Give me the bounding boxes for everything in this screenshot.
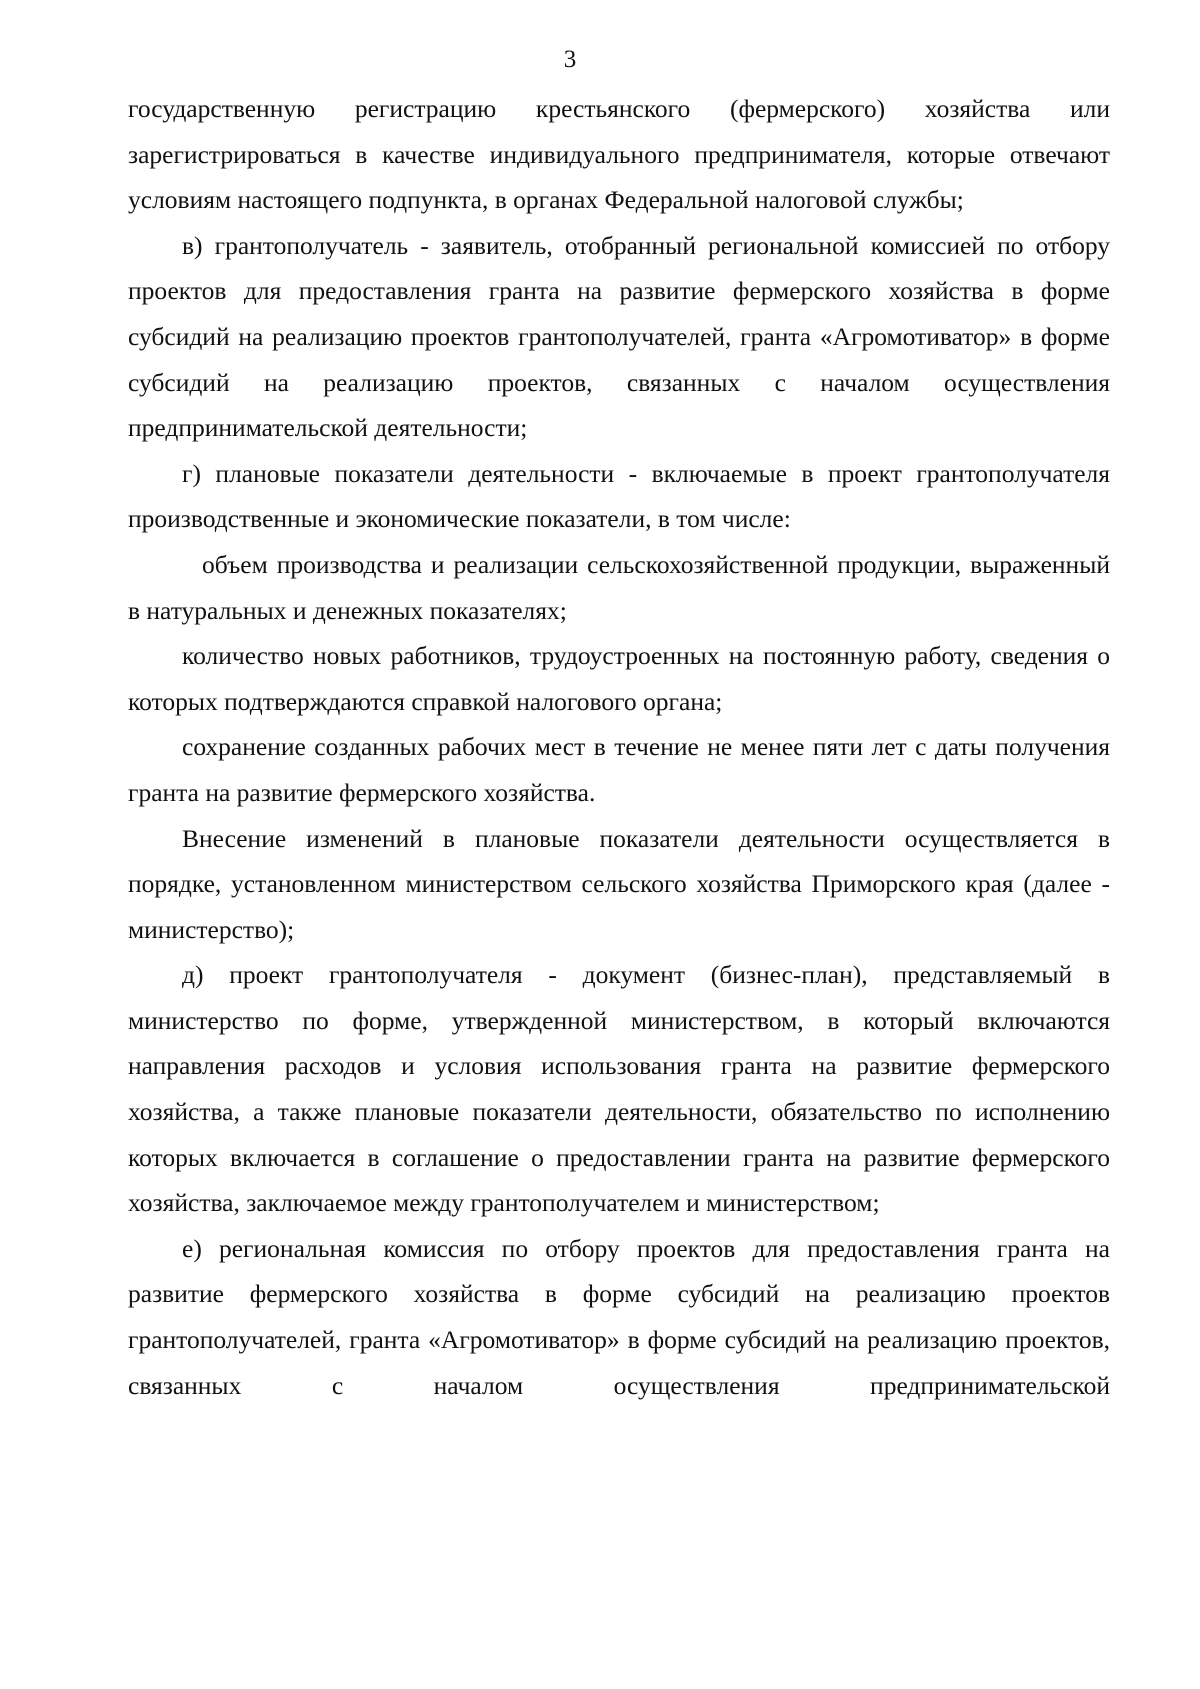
paragraph-item-e: е) региональная комиссия по отбору проектов для предоставления гранта на развитие фермерского хозяйства в форме субсидий на реализацию проектов грантополучателей, гранта «Агромотиватор» в форме субсидий на реализацию проектов, связанных с началом осуществления предпринимательской — [128, 1233, 1110, 1400]
paragraph-changes: Внесение изменений в плановые показатели деятельности осуществляется в порядке, установленном министерством сельского хозяйства Приморского края (далее - министерство); — [128, 823, 1110, 944]
paragraph-production-volume: объем производства и реализации сельскохозяйственной продукции, выраженный в натуральных и денежных показателях; — [128, 549, 1110, 625]
paragraph-item-v: в) грантополучатель - заявитель, отобранный региональной комиссией по отбору проектов для предоставления гранта на развитие фермерского хозяйства в форме субсидий на реализацию проектов грантополучателей, гранта «Агромотиватор» в форме субсидий на реализацию проектов, связанных с началом осуществления предпринимательской деятельности; — [128, 230, 1110, 443]
paragraph-continuation: государственную регистрацию крестьянского (фермерского) хозяйства или зарегистрироваться в качестве индивидуального предпринимателя, которые отвечают условиям настоящего подпункта, в органах Федеральной налоговой службы; — [128, 94, 1110, 215]
page-number: 3 — [563, 46, 577, 73]
paragraph-item-d: д) проект грантополучателя - документ (бизнес-план), представляемый в министерство по форме, утвержденной министерством, в который включаются направления расходов и условия использования гранта на развитие фермерского хозяйства, а также плановые показатели деятельности, обязательство по исполнению которых включается в соглашение о предоставлении гранта на развитие фермерского хозяйства, заключаемое между грантополучателем и министерством; — [128, 960, 1110, 1218]
paragraph-jobs-preservation: сохранение созданных рабочих мест в течение не менее пяти лет с даты получения гранта на развитие фермерского хозяйства. — [128, 732, 1110, 807]
document-body — [128, 86, 1110, 1408]
paragraph-new-workers: количество новых работников, трудоустроенных на постоянную работу, сведения о которых подтверждаются справкой налогового органа; — [128, 641, 1110, 716]
paragraph-item-g: г) плановые показатели деятельности - включаемые в проект грантополучателя производственные и экономические показатели, в том числе: — [128, 458, 1110, 534]
